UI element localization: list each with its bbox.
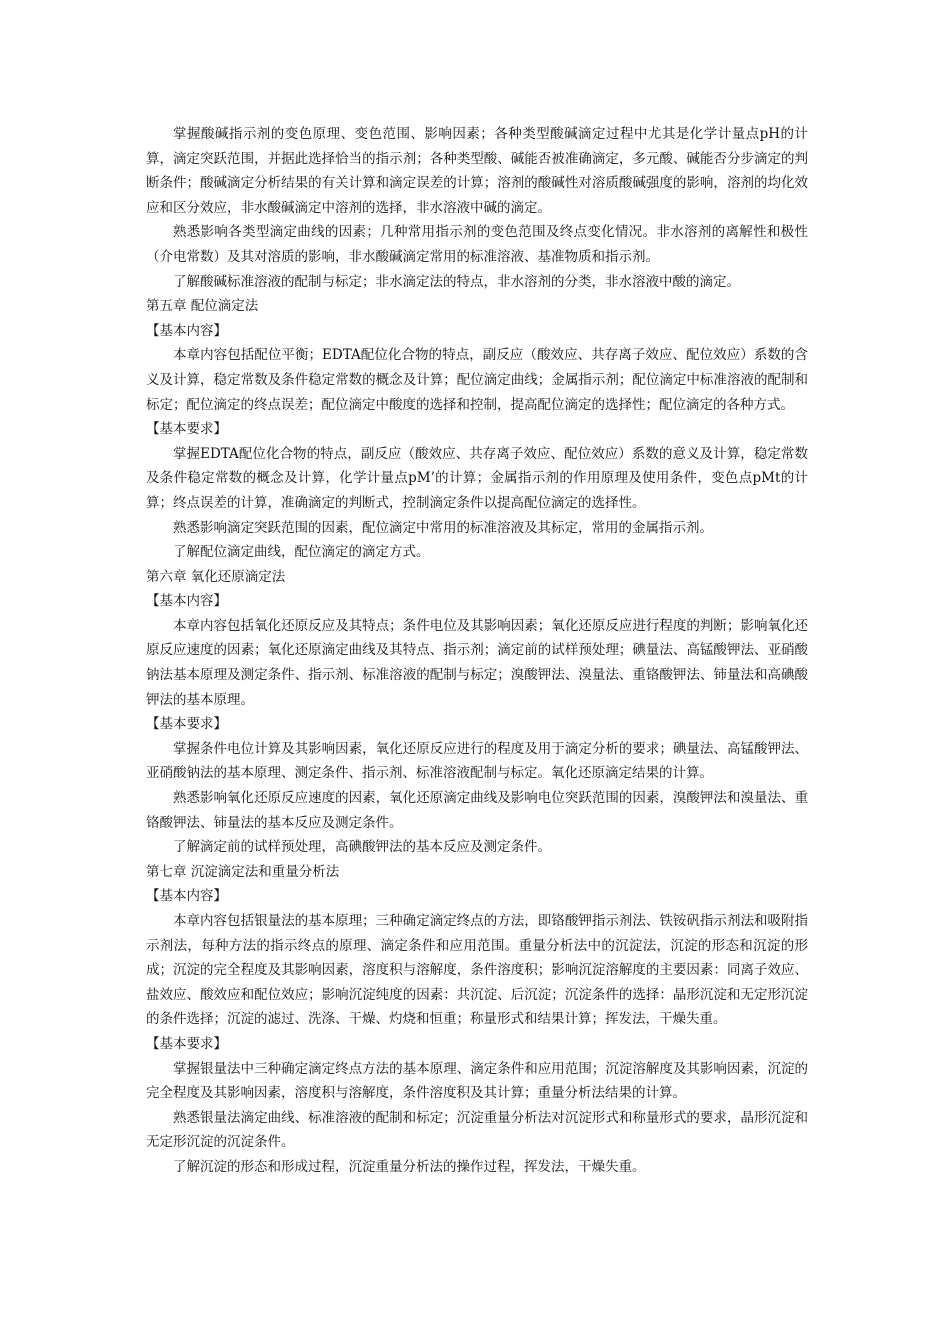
para-ch7-master: 掌握银量法中三种确定滴定终点方法的基本原理、滴定条件和应用范围；沉淀溶解度及其影响因素，沉淀的完全程度及其影响因素，溶度积与溶解度，条件溶度积及其计算；重量分析法结果的计算。 — [146, 1060, 808, 1102]
para-ch5-master: 掌握EDTA配位化合物的特点，副反应（酸效应、共存离子效应、配位效应）系数的意义及计算，稳定常数及条件稳定常数的概念及计算，化学计量点pM’的计算；金属指示剂的作用原理及使用条件，变色点pMt的计算；终点误差的计算，准确滴定的判断式，控制滴定条件以提高配位滴定的选择性。 — [146, 445, 808, 511]
ch7-basic-requirement-label: 【基本要求】 — [146, 1035, 227, 1052]
ch7-basic-content-label: 【基本内容】 — [146, 888, 227, 905]
para-ch4-understand: 了解酸碱标准溶液的配制与标定；非水滴定法的特点，非水溶剂的分类，非水溶液中酸的滴定。 — [173, 273, 740, 290]
para-ch7-content: 本章内容包括银量法的基本原理；三种确定滴定终点的方法，即铬酸钾指示剂法、铁铵矾指示剂法和吸附指示剂法，每种方法的指示终点的原理、滴定条件和应用范围。重量分析法中的沉淀法，沉淀的形态和沉淀的形成；沉淀的完全程度及其影响因素，溶度积与溶解度，条件溶度积；影响沉淀溶解度的主要因素：同离子效应、盐效应、酸效应和配位效应；影响沉淀纯度的因素：共沉淀、后沉淀；沉淀条件的选择：晶形沉淀和无定形沉淀的条件选择；沉淀的滤过、洗涤、干燥、灼烧和恒重；称量形式和结果计算；挥发法，干燥失重。 — [146, 913, 808, 1028]
ch5-basic-requirement-label: 【基本要求】 — [146, 421, 227, 438]
para-ch6-understand: 了解滴定前的试样预处理，高碘酸钾法的基本反应及测定条件。 — [173, 839, 551, 856]
ch5-basic-content-label: 【基本内容】 — [146, 322, 227, 339]
para-ch6-familiar: 熟悉影响氧化还原反应速度的因素，氧化还原滴定曲线及影响电位突跃范围的因素，溴酸钾法和溴量法、重铬酸钾法、铈量法的基本反应及测定条件。 — [146, 790, 808, 831]
para-ch7-understand: 了解沉淀的形态和形成过程，沉淀重量分析法的操作过程，挥发法，干燥失重。 — [173, 1158, 646, 1175]
chapter-6-title: 第六章 氧化还原滴定法 — [146, 568, 286, 585]
para-ch6-content: 本章内容包括氧化还原反应及其特点；条件电位及其影响因素；氧化还原反应进行程度的判断；影响氧化还原反应速度的因素；氧化还原滴定曲线及其特点、指示剂；滴定前的试样预处理；碘量法、高锰酸钾法、亚硝酸钠法基本原理及测定条件、指示剂、标准溶液的配制与标定；溴酸钾法、溴量法、重铬酸钾法、铈量法和高碘酸钾法的基本原理。 — [146, 617, 808, 708]
para-ch7-familiar: 熟悉银量法滴定曲线、标准溶液的配制和标定；沉淀重量分析法对沉淀形式和称量形式的要求，晶形沉淀和无定形沉淀的沉淀条件。 — [146, 1109, 808, 1151]
para-ch5-content: 本章内容包括配位平衡；EDTA配位化合物的特点，副反应（酸效应、共存离子效应、配位效应）系数的含义及计算，稳定常数及条件稳定常数的概念及计算；配位滴定曲线；金属指示剂；配位滴定中标准溶液的配制和标定；配位滴定的终点误差；配位滴定中酸度的选择和控制，提高配位滴定的选择性；配位滴定的各种方式。 — [146, 347, 808, 413]
para-ch6-master: 掌握条件电位计算及其影响因素，氧化还原反应进行的程度及用于滴定分析的要求；碘量法、高锰酸钾法、亚硝酸钠法的基本原理、测定条件、指示剂、标准溶液配制与标定。氧化还原滴定结果的计算。 — [146, 740, 808, 782]
chapter-7-title: 第七章 沉淀滴定法和重量分析法 — [146, 863, 340, 880]
para-ch4-master: 掌握酸碱指示剂的变色原理、变色范围、影响因素；各种类型酸碱滴定过程中尤其是化学计量点pH的计算，滴定突跃范围，并据此选择恰当的指示剂；各种类型酸、碱能否被准确滴定，多元酸、碱能否分步滴定的判断条件；酸碱滴定分析结果的有关计算和滴定误差的计算；溶剂的酸碱性对溶质酸碱强度的影响，溶剂的均化效应和区分效应，非水酸碱滴定中溶剂的选择，非水溶液中碱的滴定。 — [146, 126, 808, 216]
document-body — [146, 122, 808, 1180]
para-ch4-familiar: 熟悉影响各类型滴定曲线的因素；几种常用指示剂的变色范围及终点变化情况。非水溶剂的离解性和极性（介电常数）及其对溶质的影响，非水酸碱滴定常用的标准溶液、基准物质和指示剂。 — [146, 224, 808, 265]
para-ch5-familiar: 熟悉影响滴定突跃范围的因素，配位滴定中常用的标准溶液及其标定，常用的金属指示剂。 — [173, 519, 713, 536]
ch6-basic-content-label: 【基本内容】 — [146, 593, 227, 610]
para-ch5-understand: 了解配位滴定曲线，配位滴定的滴定方式。 — [173, 544, 430, 561]
chapter-5-title: 第五章 配位滴定法 — [146, 298, 259, 315]
ch6-basic-requirement-label: 【基本要求】 — [146, 716, 227, 733]
